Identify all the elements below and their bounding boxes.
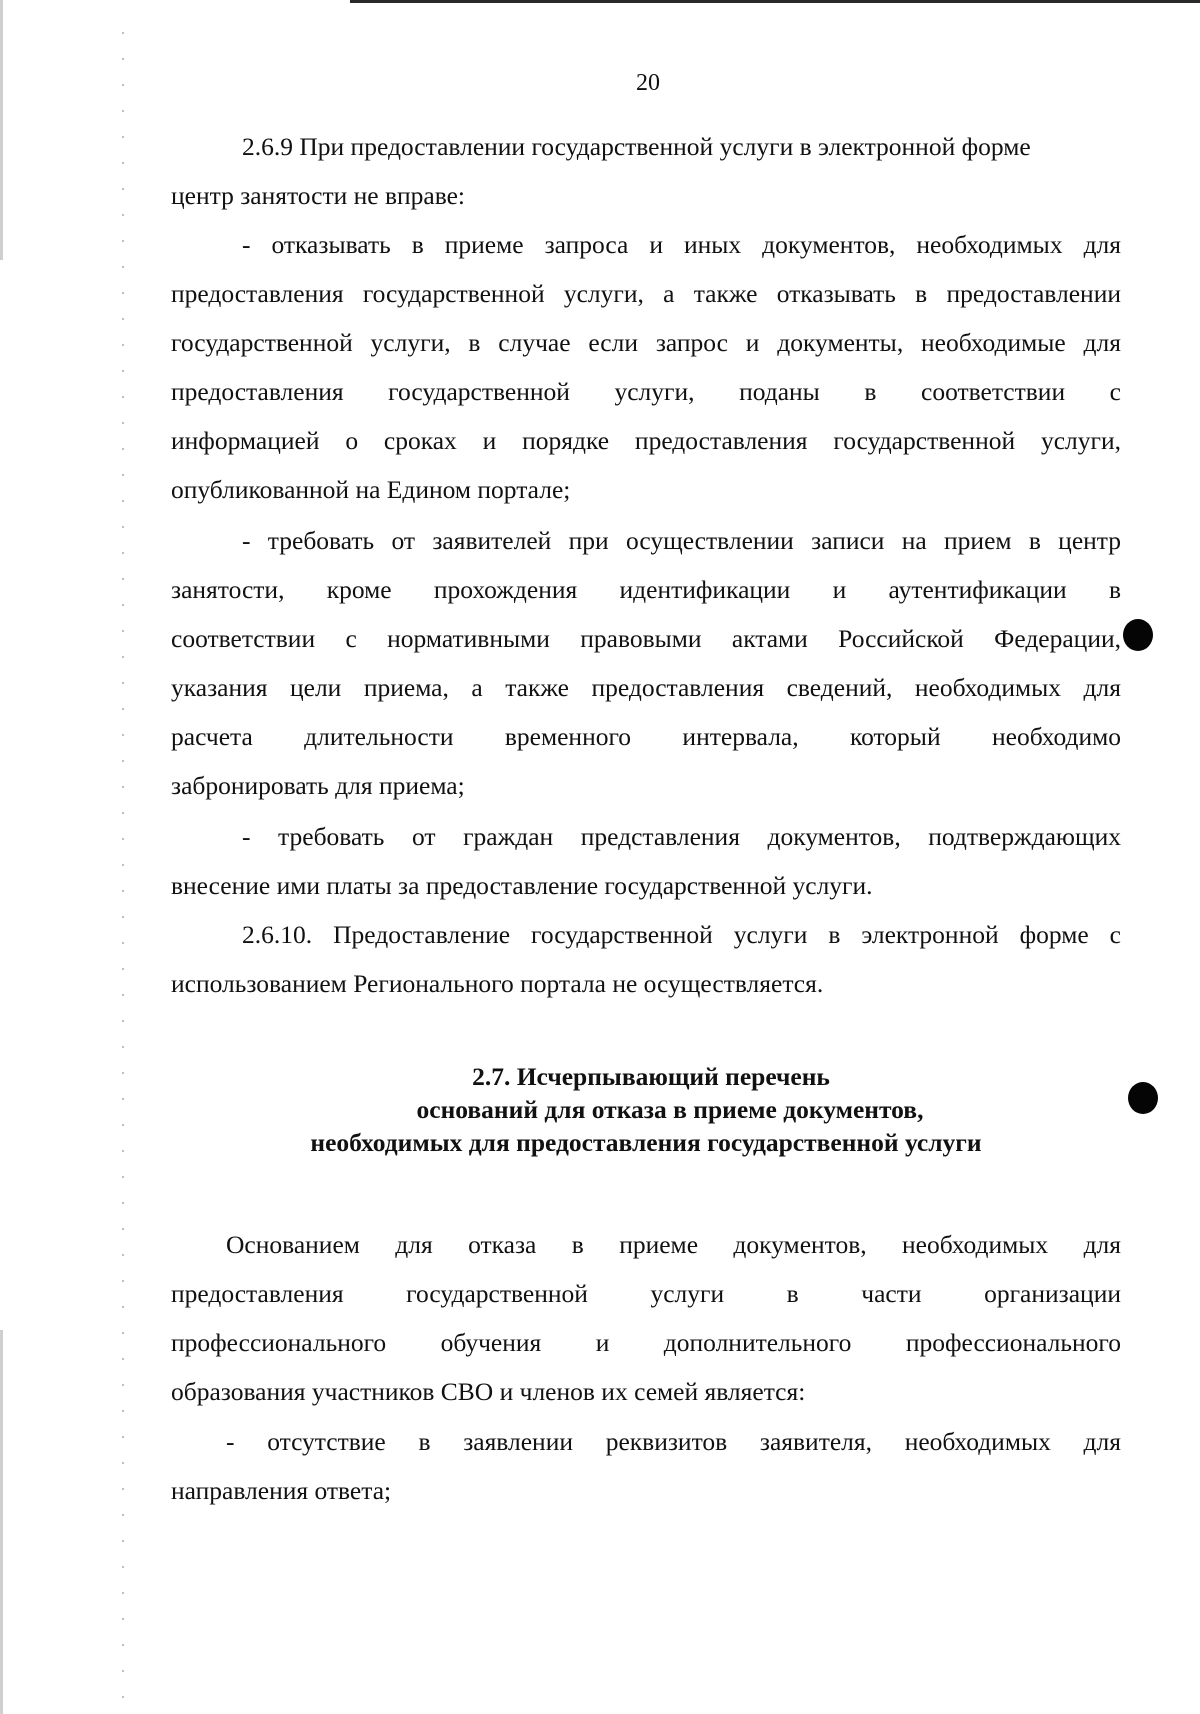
text-line: - отказывать в приеме запроса и иных документов, необходимых для xyxy=(242,230,1121,259)
text-line: занятости, кроме прохождения идентификации и аутентификации в xyxy=(171,575,1121,604)
list-item-refuse xyxy=(171,220,1121,514)
text-line: - требовать от заявителей при осуществлении записи на прием в центр xyxy=(242,526,1121,555)
text-line: - отсутствие в заявлении реквизитов заявителя, необходимых для xyxy=(226,1427,1121,1456)
paragraph-2-6-9 xyxy=(171,122,1121,220)
text-line: профессионального обучения и дополнительного профессионального xyxy=(171,1328,1121,1357)
heading-line: 2.7. Исчерпывающий перечень xyxy=(472,1062,830,1091)
scan-left-edge xyxy=(0,0,3,260)
text-line: указания цели приема, а также предоставления сведений, необходимых для xyxy=(171,673,1121,702)
section-heading-2-7 xyxy=(171,1060,1121,1159)
text-line: Основанием для отказа в приеме документов, необходимых для xyxy=(226,1230,1121,1259)
binding-dots xyxy=(122,20,124,1700)
text-line: образования участников СВО и членов их семей является: xyxy=(171,1377,806,1406)
heading-line: необходимых для предоставления государственной услуги xyxy=(310,1128,982,1157)
text-line: 2.6.10. Предоставление государственной услуги в электронной форме с xyxy=(242,920,1121,949)
text-line: забронировать для приема; xyxy=(171,771,465,800)
paragraph-grounds xyxy=(171,1220,1121,1416)
punch-hole xyxy=(1128,1082,1158,1114)
paragraph-2-6-10 xyxy=(171,910,1121,1008)
text-line: использованием Регионального портала не осуществляется. xyxy=(171,969,824,998)
text-line: предоставления государственной услуги, поданы в соответствии с xyxy=(171,377,1121,406)
text-line: 2.6.9 При предоставлении государственной услуги в электронной форме xyxy=(242,132,1031,161)
scan-top-edge xyxy=(350,0,1200,3)
text-line: - требовать от граждан представления документов, подтверждающих xyxy=(242,822,1121,851)
text-line: соответствии с нормативными правовыми актами Российской Федерации, xyxy=(171,624,1121,653)
text-line: предоставления государственной услуги, а также отказывать в предоставлении xyxy=(171,279,1121,308)
punch-hole xyxy=(1123,619,1153,651)
list-item-require-record xyxy=(171,516,1121,810)
list-item-absence xyxy=(171,1417,1121,1515)
text-line: направления ответа; xyxy=(171,1476,392,1505)
scan-left-edge xyxy=(0,1330,3,1714)
text-line: государственной услуги, в случае если запрос и документы, необходимые для xyxy=(171,328,1121,357)
page-number: 20 xyxy=(636,70,660,96)
text-line: расчета длительности временного интервала, который необходимо xyxy=(171,722,1121,751)
text-line: опубликованной на Едином портале; xyxy=(171,475,571,504)
text-line: информацией о сроках и порядке предоставления государственной услуги, xyxy=(171,426,1121,455)
list-item-require-docs xyxy=(171,812,1121,910)
text-line: центр занятости не вправе: xyxy=(171,181,466,210)
text-line: внесение ими платы за предоставление государственной услуги. xyxy=(171,871,873,900)
heading-line: оснований для отказа в приеме документов, xyxy=(416,1095,924,1124)
text-line: предоставления государственной услуги в части организации xyxy=(171,1279,1121,1308)
